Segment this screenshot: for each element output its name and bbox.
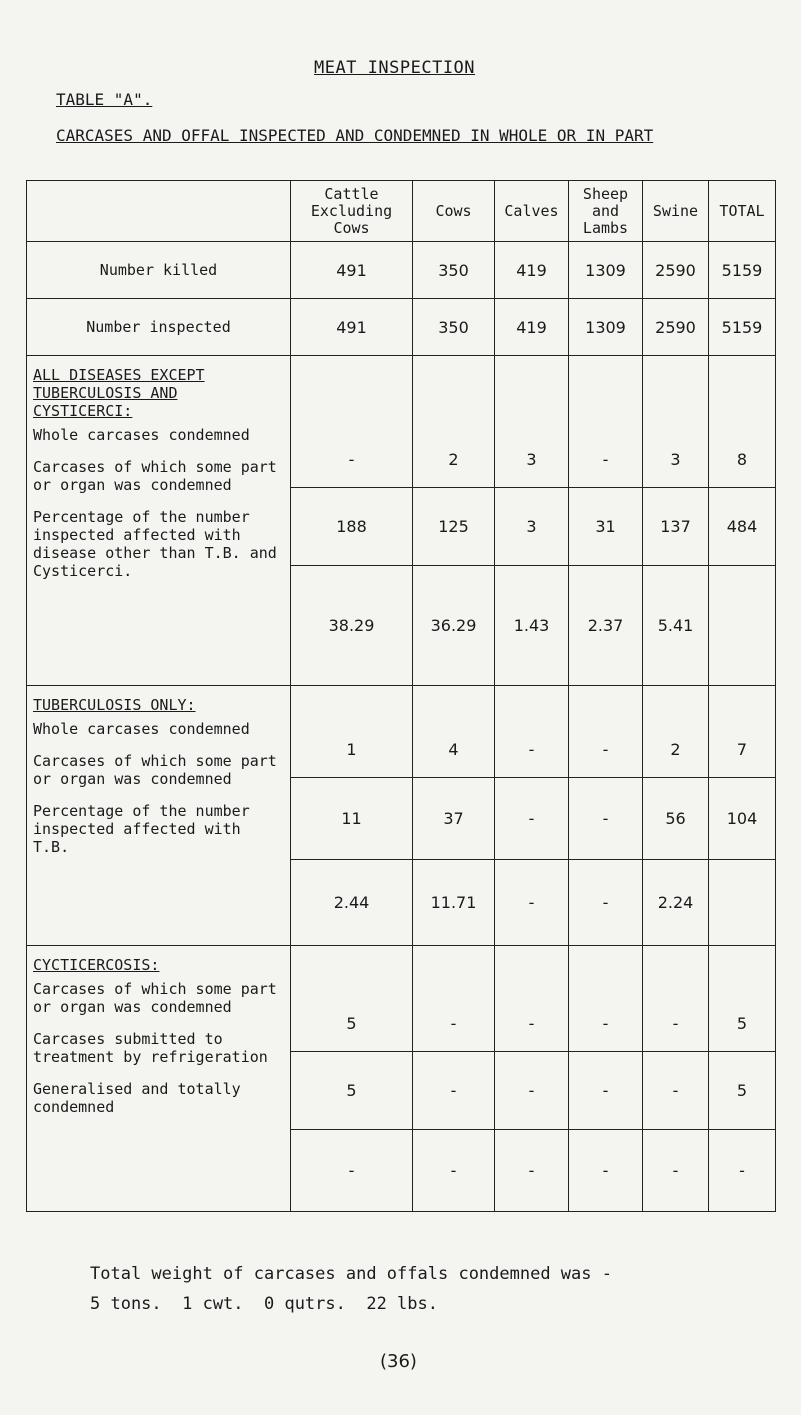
cell bbox=[709, 566, 776, 686]
cell: - bbox=[413, 946, 495, 1052]
cell: 8 bbox=[709, 356, 776, 488]
cell: 419 bbox=[495, 299, 569, 356]
cell: - bbox=[569, 686, 643, 778]
inspection-table bbox=[26, 180, 776, 1212]
cell: 36.29 bbox=[413, 566, 495, 686]
cell: - bbox=[569, 946, 643, 1052]
cell: - bbox=[291, 1130, 413, 1212]
section-heading: ALL DISEASES EXCEPT TUBERCULOSIS AND CYSTICERCI: bbox=[33, 366, 205, 420]
cell: 484 bbox=[709, 488, 776, 566]
cell: 3 bbox=[495, 488, 569, 566]
cell: 137 bbox=[643, 488, 709, 566]
cell: 5 bbox=[291, 1052, 413, 1130]
cell: 5 bbox=[709, 946, 776, 1052]
cell: 5 bbox=[291, 946, 413, 1052]
cell: - bbox=[495, 686, 569, 778]
cell: - bbox=[495, 778, 569, 860]
cell: - bbox=[569, 356, 643, 488]
row-label: Percentage of the number inspected affected with disease other than T.B. and Cysticerci. bbox=[33, 508, 277, 580]
cell: 2590 bbox=[643, 299, 709, 356]
col-header: Cows bbox=[413, 181, 495, 242]
total-weight-line1: Total weight of carcases and offals condemned was - bbox=[90, 1264, 612, 1284]
row-label: Whole carcases condemned bbox=[33, 720, 250, 738]
cell: 56 bbox=[643, 778, 709, 860]
cell: - bbox=[643, 1052, 709, 1130]
table-row bbox=[27, 299, 776, 356]
cell: 11.71 bbox=[413, 860, 495, 946]
section-label-all-diseases bbox=[27, 356, 291, 686]
header-row bbox=[27, 181, 776, 242]
cell: 3 bbox=[495, 356, 569, 488]
cell: 2 bbox=[643, 686, 709, 778]
cell: - bbox=[413, 1130, 495, 1212]
col-header: Calves bbox=[495, 181, 569, 242]
cell: 2 bbox=[413, 356, 495, 488]
cell: 5 bbox=[709, 1052, 776, 1130]
cell: - bbox=[495, 1052, 569, 1130]
cell: 37 bbox=[413, 778, 495, 860]
table-row bbox=[27, 686, 776, 778]
row-label: Whole carcases condemned bbox=[33, 426, 250, 444]
page-number: (36) bbox=[380, 1351, 417, 1372]
section-heading: TUBERCULOSIS ONLY: bbox=[33, 696, 196, 714]
cell: - bbox=[291, 356, 413, 488]
cell: - bbox=[413, 1052, 495, 1130]
row-label: Number killed bbox=[27, 242, 291, 299]
row-label: Generalised and totally condemned bbox=[33, 1080, 241, 1116]
total-weight-line2: 5 tons. 1 cwt. 0 qutrs. 22 lbs. bbox=[90, 1294, 438, 1314]
cell: 2.24 bbox=[643, 860, 709, 946]
cell: 31 bbox=[569, 488, 643, 566]
cell: - bbox=[495, 860, 569, 946]
cell: 7 bbox=[709, 686, 776, 778]
table-label: TABLE "A". bbox=[56, 90, 153, 109]
cell: 491 bbox=[291, 242, 413, 299]
header-blank bbox=[27, 181, 291, 242]
table-row bbox=[27, 356, 776, 488]
cell: - bbox=[569, 778, 643, 860]
section-label-cysticercosis bbox=[27, 946, 291, 1212]
cell: 2.44 bbox=[291, 860, 413, 946]
cell: 3 bbox=[643, 356, 709, 488]
cell: 188 bbox=[291, 488, 413, 566]
cell: 1.43 bbox=[495, 566, 569, 686]
cell bbox=[709, 860, 776, 946]
col-header: TOTAL bbox=[709, 181, 776, 242]
cell: - bbox=[709, 1130, 776, 1212]
col-header: Swine bbox=[643, 181, 709, 242]
cell: 350 bbox=[413, 299, 495, 356]
cell: 2.37 bbox=[569, 566, 643, 686]
table-row bbox=[27, 946, 776, 1052]
cell: 104 bbox=[709, 778, 776, 860]
cell: 350 bbox=[413, 242, 495, 299]
cell: - bbox=[495, 946, 569, 1052]
section-label-tuberculosis bbox=[27, 686, 291, 946]
cell: - bbox=[569, 1130, 643, 1212]
row-label: Carcases of which some part or organ was condemned bbox=[33, 752, 277, 788]
table-subtitle: CARCASES AND OFFAL INSPECTED AND CONDEMNED IN WHOLE OR IN PART bbox=[56, 126, 654, 145]
cell: - bbox=[643, 946, 709, 1052]
row-label: Carcases of which some part or organ was condemned bbox=[33, 980, 277, 1016]
cell: 1 bbox=[291, 686, 413, 778]
table-row bbox=[27, 242, 776, 299]
cell: 5159 bbox=[709, 299, 776, 356]
col-header: Sheep and Lambs bbox=[569, 181, 643, 242]
cell: - bbox=[569, 860, 643, 946]
cell: - bbox=[495, 1130, 569, 1212]
cell: 1309 bbox=[569, 242, 643, 299]
row-label: Number inspected bbox=[27, 299, 291, 356]
row-label: Carcases submitted to treatment by refrigeration bbox=[33, 1030, 268, 1066]
cell: 11 bbox=[291, 778, 413, 860]
section-heading: CYCTICERCOSIS: bbox=[33, 956, 160, 974]
cell: 419 bbox=[495, 242, 569, 299]
page-title: MEAT INSPECTION bbox=[314, 58, 476, 78]
row-label: Carcases of which some part or organ was condemned bbox=[33, 458, 277, 494]
cell: 2590 bbox=[643, 242, 709, 299]
cell: 125 bbox=[413, 488, 495, 566]
cell: 5.41 bbox=[643, 566, 709, 686]
cell: - bbox=[643, 1130, 709, 1212]
cell: 38.29 bbox=[291, 566, 413, 686]
cell: 4 bbox=[413, 686, 495, 778]
cell: - bbox=[569, 1052, 643, 1130]
cell: 5159 bbox=[709, 242, 776, 299]
cell: 1309 bbox=[569, 299, 643, 356]
col-header: Cattle Excluding Cows bbox=[291, 181, 413, 242]
row-label: Percentage of the number inspected affected with T.B. bbox=[33, 802, 250, 856]
cell: 491 bbox=[291, 299, 413, 356]
